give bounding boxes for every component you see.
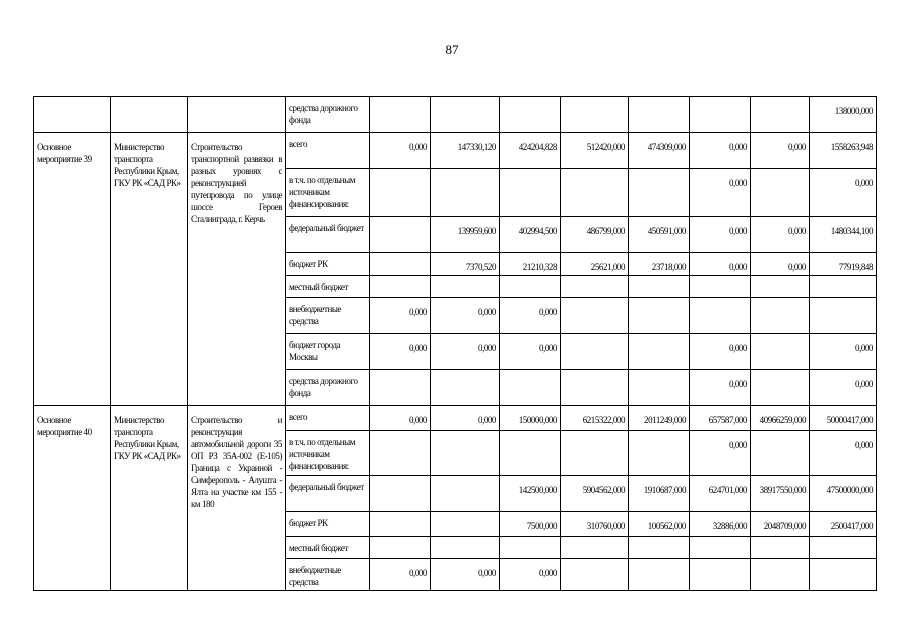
- source-label: внебюджетные средства: [286, 298, 370, 334]
- value-cell: [431, 370, 500, 406]
- value-cell: 47500000,000: [810, 476, 877, 512]
- value-cell: 2011249,000: [629, 406, 690, 431]
- table-row: [34, 406, 877, 431]
- source-label: местный бюджет: [286, 276, 370, 298]
- value-cell: [690, 276, 751, 298]
- value-cell: [751, 431, 810, 476]
- value-cell: 0,000: [370, 133, 431, 169]
- value-cell: 0,000: [690, 133, 751, 169]
- value-cell: [810, 559, 877, 591]
- value-cell: [370, 537, 431, 559]
- source-label: всего: [286, 133, 370, 169]
- executor-cell: Министерство транспорта Республики Крым, ГКУ РК «САД РК»: [111, 133, 188, 406]
- source-label: средства дорожного фонда: [286, 97, 370, 133]
- value-cell: [690, 559, 751, 591]
- event-cell: [34, 97, 111, 133]
- value-cell: 2500417,000: [810, 512, 877, 537]
- value-cell: [690, 298, 751, 334]
- value-cell: 0,000: [690, 370, 751, 406]
- value-cell: 310760,000: [561, 512, 629, 537]
- value-cell: [751, 537, 810, 559]
- value-cell: [370, 512, 431, 537]
- value-cell: 0,000: [431, 406, 500, 431]
- value-cell: 0,000: [751, 253, 810, 276]
- financing-table-body: [34, 97, 877, 591]
- source-label: бюджет города Москвы: [286, 334, 370, 370]
- value-cell: 138000,000: [810, 97, 877, 133]
- value-cell: 0,000: [810, 431, 877, 476]
- value-cell: 0,000: [370, 406, 431, 431]
- source-label: внебюджетные средства: [286, 559, 370, 591]
- value-cell: 0,000: [500, 334, 561, 370]
- value-cell: 0,000: [431, 334, 500, 370]
- value-cell: 0,000: [431, 298, 500, 334]
- value-cell: [370, 253, 431, 276]
- description-cell: [188, 97, 286, 133]
- value-cell: 1910687,000: [629, 476, 690, 512]
- value-cell: [431, 537, 500, 559]
- value-cell: [561, 97, 629, 133]
- value-cell: [629, 276, 690, 298]
- value-cell: [690, 537, 751, 559]
- value-cell: [561, 276, 629, 298]
- event-cell: Основное мероприятие 39: [34, 133, 111, 406]
- value-cell: [561, 431, 629, 476]
- value-cell: [751, 370, 810, 406]
- value-cell: 1480344,100: [810, 217, 877, 253]
- value-cell: 142500,000: [500, 476, 561, 512]
- value-cell: [751, 169, 810, 217]
- value-cell: 7370,520: [431, 253, 500, 276]
- source-label: всего: [286, 406, 370, 431]
- value-cell: [370, 97, 431, 133]
- value-cell: 40966259,000: [751, 406, 810, 431]
- value-cell: 5904562,000: [561, 476, 629, 512]
- table-row: [34, 97, 877, 133]
- source-label: средства дорожного фонда: [286, 370, 370, 406]
- value-cell: 0,000: [810, 334, 877, 370]
- value-cell: 38917550,000: [751, 476, 810, 512]
- value-cell: [370, 476, 431, 512]
- source-label: местный бюджет: [286, 537, 370, 559]
- value-cell: [629, 169, 690, 217]
- value-cell: 23718,000: [629, 253, 690, 276]
- value-cell: [690, 97, 751, 133]
- value-cell: 77919,848: [810, 253, 877, 276]
- value-cell: [561, 169, 629, 217]
- source-label: федеральный бюджет: [286, 476, 370, 512]
- value-cell: [751, 559, 810, 591]
- value-cell: 0,000: [751, 217, 810, 253]
- value-cell: [431, 512, 500, 537]
- value-cell: 25621,000: [561, 253, 629, 276]
- table-row: [34, 133, 877, 169]
- value-cell: [370, 276, 431, 298]
- value-cell: 0,000: [370, 334, 431, 370]
- event-cell: Основное мероприятие 40: [34, 406, 111, 591]
- value-cell: [810, 276, 877, 298]
- value-cell: [370, 431, 431, 476]
- value-cell: 624701,000: [690, 476, 751, 512]
- value-cell: [561, 370, 629, 406]
- source-label: бюджет РК: [286, 253, 370, 276]
- value-cell: 0,000: [370, 559, 431, 591]
- value-cell: 50000417,000: [810, 406, 877, 431]
- source-label: бюджет РК: [286, 512, 370, 537]
- value-cell: 139959,600: [431, 217, 500, 253]
- value-cell: [431, 431, 500, 476]
- value-cell: [629, 334, 690, 370]
- value-cell: 0,000: [810, 169, 877, 217]
- value-cell: [500, 537, 561, 559]
- value-cell: [500, 97, 561, 133]
- description-cell: Строительство транспортной развязки в разных уровнях с реконструкцией путепровода по улице шоссе Героев Сталинграда, г. Керчь: [188, 133, 286, 406]
- value-cell: 402994,500: [500, 217, 561, 253]
- source-label: в т.ч. по отдельным источникам финансирования:: [286, 431, 370, 476]
- value-cell: [629, 298, 690, 334]
- value-cell: 2048709,000: [751, 512, 810, 537]
- value-cell: 0,000: [690, 334, 751, 370]
- value-cell: 0,000: [810, 370, 877, 406]
- financing-table: [33, 96, 877, 591]
- value-cell: 7500,000: [500, 512, 561, 537]
- value-cell: [561, 559, 629, 591]
- value-cell: 100562,000: [629, 512, 690, 537]
- value-cell: [500, 169, 561, 217]
- value-cell: 0,000: [690, 169, 751, 217]
- value-cell: 1558263,948: [810, 133, 877, 169]
- value-cell: [500, 276, 561, 298]
- value-cell: [561, 334, 629, 370]
- value-cell: [751, 298, 810, 334]
- value-cell: [431, 276, 500, 298]
- value-cell: 0,000: [431, 559, 500, 591]
- value-cell: 0,000: [690, 253, 751, 276]
- executor-cell: [111, 97, 188, 133]
- value-cell: 147330,120: [431, 133, 500, 169]
- value-cell: [629, 370, 690, 406]
- source-label: в т.ч. по отдельным источникам финансирования:: [286, 169, 370, 217]
- value-cell: [431, 476, 500, 512]
- source-label: федеральный бюджет: [286, 217, 370, 253]
- value-cell: [561, 537, 629, 559]
- value-cell: 0,000: [500, 559, 561, 591]
- value-cell: 0,000: [751, 133, 810, 169]
- value-cell: [751, 276, 810, 298]
- value-cell: [810, 298, 877, 334]
- value-cell: [370, 217, 431, 253]
- description-cell: Строительство и реконструкция автомобильной дороги 35 ОП РЗ 35А-002 (Е-105) Граница с Украиной - Симферополь - Алушта - Ялта на участке км 155 - км 180: [188, 406, 286, 591]
- value-cell: 474309,000: [629, 133, 690, 169]
- value-cell: [629, 559, 690, 591]
- value-cell: [751, 97, 810, 133]
- value-cell: [370, 169, 431, 217]
- value-cell: 0,000: [370, 298, 431, 334]
- value-cell: 21210,328: [500, 253, 561, 276]
- value-cell: 0,000: [500, 298, 561, 334]
- value-cell: 512420,000: [561, 133, 629, 169]
- value-cell: 150000,000: [500, 406, 561, 431]
- value-cell: [370, 370, 431, 406]
- value-cell: 0,000: [690, 431, 751, 476]
- value-cell: [629, 97, 690, 133]
- value-cell: 0,000: [690, 217, 751, 253]
- executor-cell: Министерство транспорта Республики Крым, ГКУ РК «САД РК»: [111, 406, 188, 591]
- value-cell: [431, 97, 500, 133]
- value-cell: [629, 431, 690, 476]
- value-cell: [500, 370, 561, 406]
- value-cell: [561, 298, 629, 334]
- page-number: 87: [445, 42, 459, 57]
- value-cell: [810, 537, 877, 559]
- value-cell: [431, 169, 500, 217]
- value-cell: [751, 334, 810, 370]
- value-cell: 486799,000: [561, 217, 629, 253]
- value-cell: [629, 537, 690, 559]
- value-cell: [500, 431, 561, 476]
- value-cell: 657587,000: [690, 406, 751, 431]
- value-cell: 32886,000: [690, 512, 751, 537]
- value-cell: 450591,000: [629, 217, 690, 253]
- value-cell: 424204,828: [500, 133, 561, 169]
- value-cell: 6215322,000: [561, 406, 629, 431]
